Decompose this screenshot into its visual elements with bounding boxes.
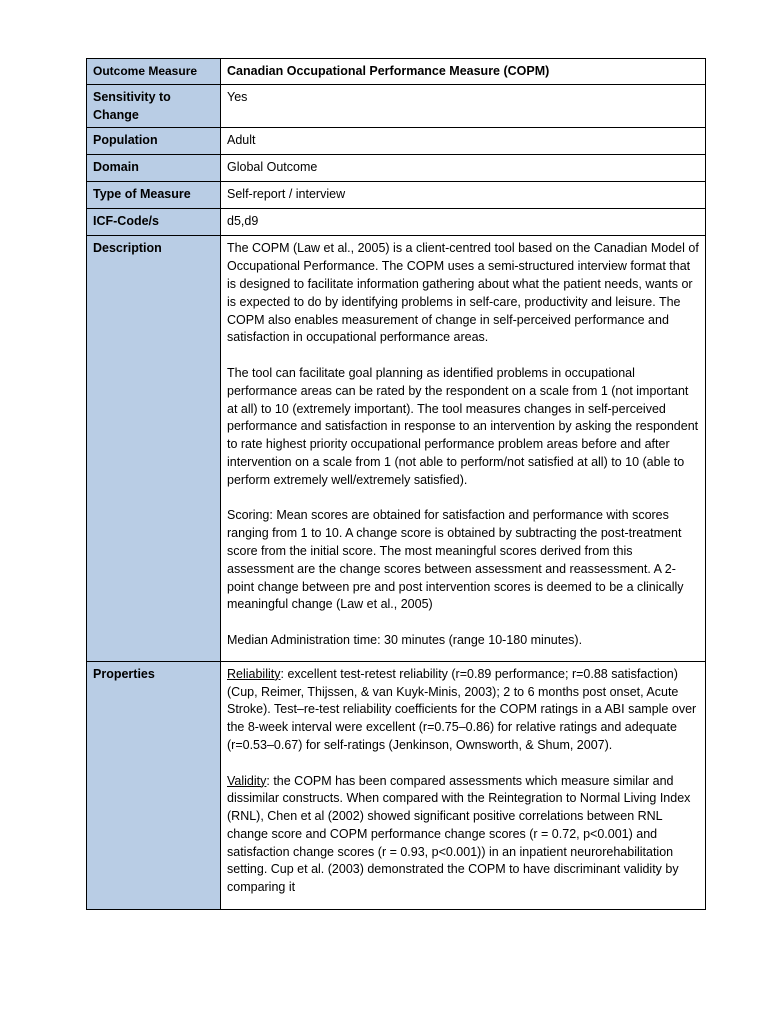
- outcome-measure-table: [86, 58, 706, 910]
- row-population: [87, 128, 706, 155]
- description-paragraph: Median Administration time: 30 minutes (range 10-180 minutes).: [227, 632, 583, 647]
- reliability-text: : excellent test-retest reliability (r=0.89 performance; r=0.88 satisfaction) (Cup, Reimer, Thijssen, & van Kuyk-Minis, 2003); 2 to 6 months post onset, Acute Stroke). Test–re-test reliability coefficients for the COPM ratings in a ABI sample over the 8-week interval were excellent (r=0.75–0.86) for relative ratings and adequate (r=0.53–0.67) for self-ratings (Jenkinson, Ownsworth, & Shum, 2007).: [227, 666, 697, 752]
- description-value: [221, 236, 706, 661]
- row-icf-codes: [87, 209, 706, 236]
- population-label: Population: [87, 128, 221, 155]
- validity-text: : the COPM has been compared assessments which measure similar and dissimilar constructs. When compared with the Reintegration to Normal Living Index (RNL), Chen et al (2002) showed significant positive correlations between RNL change score and COPM performance change scores (r = 0.72, p<0.001) and satisfaction change scores (r = 0.93, p<0.001)) in an inpatient neurorehabilitation setting. Cup et al. (2003) demonstrated the COPM to have discriminant validity by comparing it: [227, 773, 691, 895]
- row-sensitivity: [87, 84, 706, 128]
- validity-paragraph: [227, 773, 699, 898]
- reliability-paragraph: [227, 666, 699, 755]
- icf-codes-value: d5,d9: [221, 209, 706, 236]
- measure-title: Canadian Occupational Performance Measure (COPM): [221, 59, 706, 85]
- description-paragraph: Scoring: Mean scores are obtained for satisfaction and performance with scores ranging from 1 to 10. A change score is obtained by subtracting the post-treatment score from the initial score. The most meaningful scores derived from this assessment are the change scores between assessment and reassessment. A 2-point change between pre and post intervention scores is deemed to be a clinically meaningful change (Law et al., 2005): [227, 508, 684, 612]
- description-label: Description: [87, 236, 221, 661]
- type-of-measure-label: Type of Measure: [87, 182, 221, 209]
- sensitivity-label: Sensitivity to Change: [87, 84, 221, 128]
- population-value: Adult: [221, 128, 706, 155]
- description-paragraph: The COPM (Law et al., 2005) is a client-centred tool based on the Canadian Model of Occupational Performance. The COPM uses a semi-structured interview format that is designed to facilitate information gathering about what the patient needs, wants or is expected to do by identifying problems in self-care, productivity and leisure. The COPM also enables measurement of change in self-perceived performance and satisfaction in occupational performance areas.: [227, 241, 699, 345]
- properties-value: [221, 661, 706, 909]
- sensitivity-value: Yes: [221, 84, 706, 128]
- domain-label: Domain: [87, 155, 221, 182]
- icf-codes-label: ICF-Code/s: [87, 209, 221, 236]
- row-description: [87, 236, 706, 661]
- type-of-measure-value: Self-report / interview: [221, 182, 706, 209]
- reliability-heading: Reliability: [227, 666, 281, 681]
- description-paragraph: The tool can facilitate goal planning as identified problems in occupational performance areas can be rated by the respondent on a scale from 1 (not important at all) to 10 (extremely important). The tool measures changes in self-perceived performance and satisfaction in response to an intervention by asking the respondent to rate highest priority occupational performance problem areas before and after intervention on a scale from 1 (not able to perform/not satisfied at all) to 10 (able to perform extremely well/extremely satisfied).: [227, 365, 699, 487]
- properties-label: Properties: [87, 661, 221, 909]
- row-properties: [87, 661, 706, 909]
- row-type-of-measure: [87, 182, 706, 209]
- row-outcome-measure: [87, 59, 706, 85]
- domain-value: Global Outcome: [221, 155, 706, 182]
- outcome-measure-label: Outcome Measure: [87, 59, 221, 85]
- row-domain: [87, 155, 706, 182]
- validity-heading: Validity: [227, 773, 267, 788]
